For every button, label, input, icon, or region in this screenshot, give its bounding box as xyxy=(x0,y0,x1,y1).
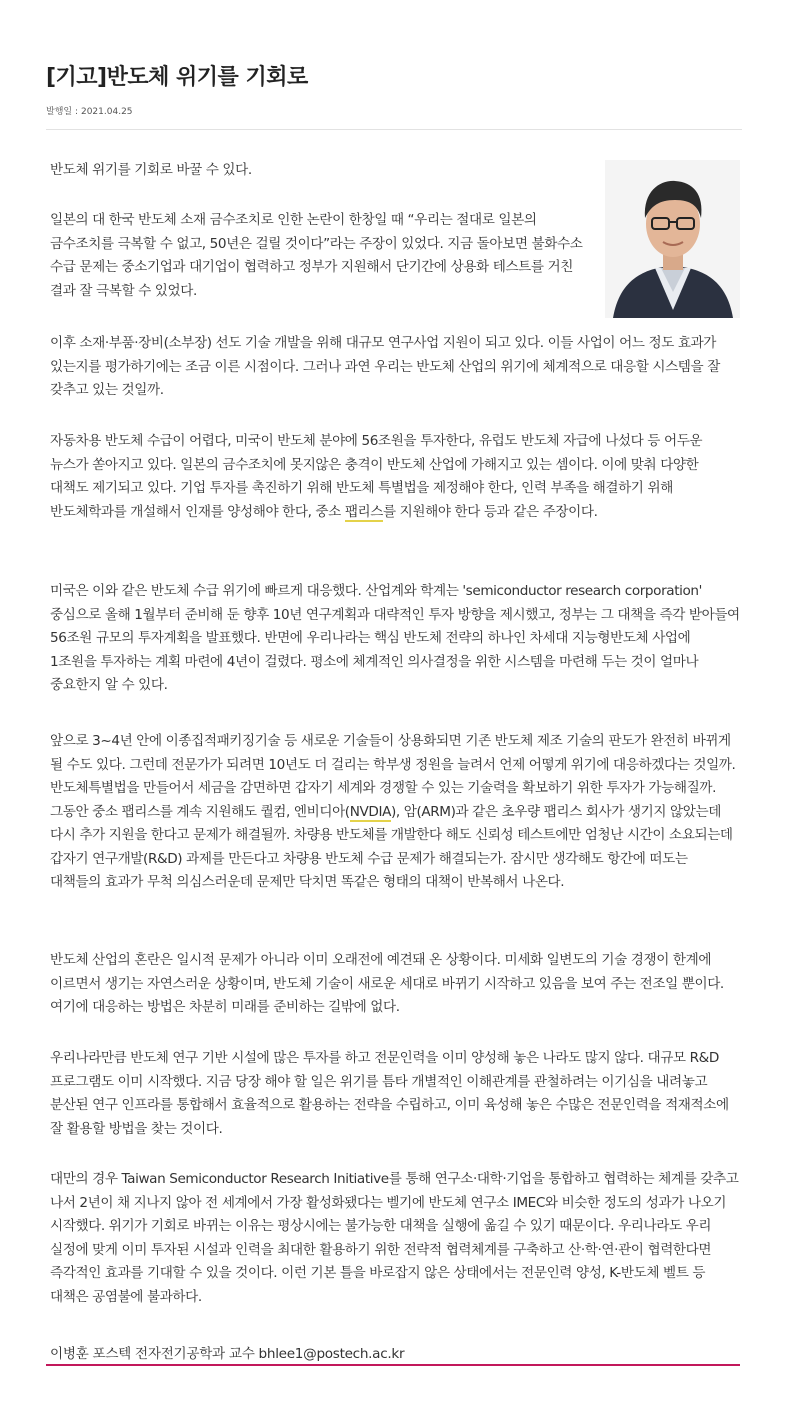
header-divider xyxy=(46,129,742,130)
publish-date-value: 2021.04.25 xyxy=(80,107,133,117)
paragraph-6-text-b: ), 암(ARM)과 같은 초우량 팹리스 회사가 생기지 않았는데 다시 추가 지원을 한다고 문제가 해결될까. 차량용 반도체를 개발한다 해도 신뢰성 테스트에만 엄청난 시간이 소요되는데 갑자기 연구개발(R&D) 과제를 만든다고 차량용 반도체 수급 문제가 해결되는가. 잠시만 생각해도 항간에 떠도는 대책들의 효과가 무척 의심스러운데 문제만 닥치면 똑같은 형태의 대책이 반복해서 나온다. xyxy=(50,803,733,890)
paragraph-6 xyxy=(50,730,740,895)
paragraph-9: 대만의 경우 Taiwan Semiconductor Research Initiative를 통해 연구소·대학·기업을 통합하고 협력하는 체계를 갖추고 나서 2년이 채 지나지 않아 전 세계에서 가장 활성화됐다는 벨기에 반도체 연구소 IMEC와 비슷한 정도의 성과가 나오기 시작했다. 위기가 기회로 바뀌는 이유는 평상시에는 불가능한 대책을 실행에 옮길 수 있기 때문이다. 우리나라도 우리 실정에 맞게 이미 투자된 시설과 인력을 최대한 활용하기 위한 전략적 협력체계를 구축하고 산·학·연·관이 협력한다면 즉각적인 효과를 기대할 수 있을 것이다. 이런 기본 틀을 바로잡지 않은 상태에서는 전문인력 양성, K-반도체 벨트 등 대책은 공염불에 불과하다. xyxy=(50,1171,739,1305)
paragraph-4 xyxy=(50,430,740,524)
paragraph-3: 이후 소재·부품·장비(소부장) 선도 기술 개발을 위해 대규모 연구사업 지원이 되고 있다. 이들 사업이 어느 정도 효과가 있는지를 평가하기에는 조금 이른 시점이다. 그러나 과연 우리는 반도체 산업의 위기에 체계적으로 대응할 시스템을 잘 갖추고 있는 것일까. xyxy=(50,335,720,398)
byline-divider xyxy=(46,1364,740,1366)
highlighted-term-nvdia: NVDIA xyxy=(349,803,391,820)
author-portrait-icon xyxy=(605,160,740,318)
paragraph-2: 일본의 대 한국 반도체 소재 금수조치로 인한 논란이 한창일 때 “우리는 절대로 일본의 금수조치를 극복할 수 없고, 50년은 걸릴 것이다”라는 주장이 있었다. 지금 돌아보면 불화수소 수급 문제는 중소기업과 대기업이 협력하고 정부가 지원해서 단기간에 상용화 테스트를 거친 결과 잘 극복할 수 있었다. xyxy=(50,212,583,299)
paragraph-1: 반도체 위기를 기회로 바꿀 수 있다. xyxy=(50,162,252,178)
paragraph-8: 우리나라만큼 반도체 연구 기반 시설에 많은 투자를 하고 전문인력을 이미 양성해 놓은 나라도 많지 않다. 대규모 R&D 프로그램도 이미 시작했다. 지금 당장 해야 할 일은 위기를 틈타 개별적인 이해관계를 관철하려는 이기심을 내려놓고 분산된 연구 인프라를 통합해서 효율적으로 활용하는 전략을 수립하고, 이미 육성해 놓은 수많은 전문인력을 적재적소에 잘 활용할 방법을 찾는 것이다. xyxy=(50,1050,729,1137)
paragraph-5: 미국은 이와 같은 반도체 수급 위기에 빠르게 대응했다. 산업계와 학계는 'semiconductor research corporation' 중심으로 올해 1월부터 준비해 둔 향후 10년 연구계획과 대략적인 투자 방향을 제시했고, 정부는 그 대책을 즉각 받아들여 56조원 규모의 투자계획을 발표했다. 반면에 우리나라는 핵심 반도체 전략의 하나인 차세대 지능형반도체 사업에 1조원을 투자하는 계획 마련에 4년이 걸렸다. 평소에 체계적인 의사결정을 위한 시스템을 마련해 두는 것이 얼마나 중요한지 알 수 있다. xyxy=(50,583,740,693)
article-title: [기고]반도체 위기를 기회로 xyxy=(46,65,308,90)
author-photo xyxy=(605,160,740,318)
author-byline: 이병훈 포스텍 전자전기공학과 교수 bhlee1@postech.ac.kr xyxy=(50,1346,405,1362)
highlighted-term-fabless: 팹리스 xyxy=(344,503,384,520)
paragraph-4-text-b: 를 지원해야 한다 등과 같은 주장이다. xyxy=(383,503,598,520)
paragraph-6-text-a: 앞으로 3~4년 안에 이종집적패키징기술 등 새로운 기술들이 상용화되면 기존 반도체 제조 기술의 판도가 완전히 바뀌게 될 수도 있다. 그런데 전문가가 되려면 10년도 더 걸리는 학부생 정원을 늘려서 언제 어떻게 위기에 대응하겠다는 것일까. 반도체특별법을 만들어서 세금을 감면하면 갑자기 세계와 경쟁할 수 있는 기술력을 확보하기 위한 투자가 가능해질까. 그동안 중소 팹리스를 계속 지원해도 퀄컴, 엔비디아( xyxy=(50,733,736,820)
paragraph-4-text-a: 자동차용 반도체 수급이 어렵다, 미국이 반도체 분야에 56조원을 투자한다, 유럽도 반도체 자급에 나섰다 등 어두운 뉴스가 쏟아지고 있다. 일본의 금수조치에 못지않은 충격이 반도체 산업에 가해지고 있는 셈이다. 이에 맞춰 다양한 대책도 제기되고 있다. 기업 투자를 촉진하기 위해 반도체 특별법을 제정해야 한다, 인력 부족을 해결하기 위해 반도체학과를 개설해서 인재를 양성해야 한다, 중소 xyxy=(50,433,703,520)
publish-date xyxy=(46,104,133,117)
paragraph-7: 반도체 산업의 혼란은 일시적 문제가 아니라 이미 오래전에 예견돼 온 상황이다. 미세화 일변도의 기술 경쟁이 한계에 이르면서 생기는 자연스러운 상황이며, 반도체 기술이 새로운 세대로 바뀌기 시작하고 있음을 보여 주는 전조일 뿐이다. 여기에 대응하는 방법은 차분히 미래를 준비하는 길밖에 없다. xyxy=(50,952,724,1015)
publish-date-label: 발행일 : xyxy=(46,107,78,117)
